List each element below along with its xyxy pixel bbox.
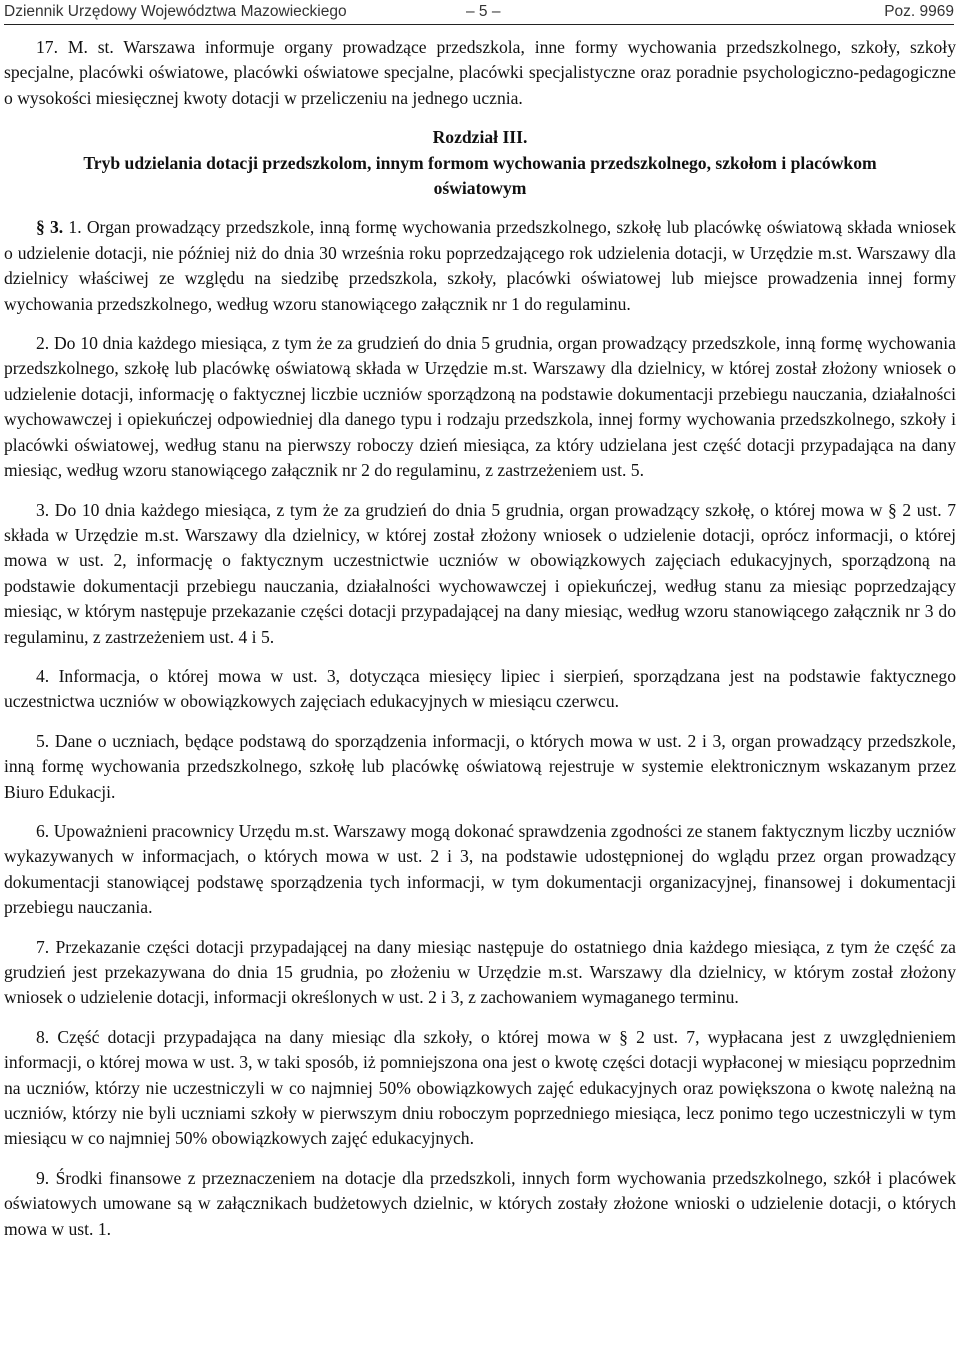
section-3-paragraph-3: 3. Do 10 dnia każdego miesiąca, z tym że za grudzień do dnia 5 grudnia, organ prowadzący szkołę, o której mowa w § 2 ust. 7 składa w Urzędzie m.st. Warszawy dla dzielnicy, w której został złożony wniosek o udzielenie dotacji, oprócz informacji, o której mowa w ust. 2, informację o faktycznym uczestnictwie uczniów w obowiązkowych zajęciach edukacyjnych, sporządzoną na podstawie dokumentacji przebiegu nauczania, działalności wychowawczej i opiekuńczej, według stanu za miesiąc poprzedzający miesiąc, w którym następuje przekazanie części dotacji przypadającej na dany miesiąc, według wzoru stanowiącego załącznik nr 3 do regulaminu, z zastrzeżeniem ust. 4 i 5. — [4, 499, 956, 647]
section-label: § 3. — [36, 217, 64, 238]
section-3-paragraph-1: § 3. 1. Organ prowadzący przedszkole, inną formę wychowania przedszkolnego, szkołę lub placówkę oświatową składa wniosek o udzielenie dotacji, nie później niż do dnia 30 września roku poprzedzającego rok udzielenia dotacji, w Urzędzie m.st. Warszawy dla dzielnicy właściwej ze względu na siedzibę przedszkola, szkoły, placówki oświatowej lub miejsce prowadzenia innej formy wychowania przedszkolnego, według wzoru stanowiącego załącznik nr 1 do regulaminu. — [4, 217, 957, 314]
document-body — [4, 35, 956, 1242]
section-3-paragraph-6: 6. Upoważnieni pracownicy Urzędu m.st. Warszawy mogą dokonać sprawdzenia zgodności ze stanem faktycznym liczby uczniów wykazywanych w informacjach, o których mowa w ust. 2 i 3, na podstawie udostępnionej do wglądu przez organ prowadzący dokumentacji stanowiącej podstawę sporządzenia tych informacji, w tym dokumentacji organizacyjnej, finansowej i dokumentacji przebiegu nauczania. — [4, 820, 956, 918]
section-3-paragraph-8: 8. Część dotacji przypadająca na dany miesiąc dla szkoły, o której mowa w § 2 ust. 7, wypłacana jest z uwzględnieniem informacji, o której mowa w ust. 3, w taki sposób, iż pomniejszona ona jest o kwotę części dotacji wypłaconej w miesiącu poprzednim na uczniów, którzy nie uczestniczyli w co najmniej 50% obowiązkowych zajęć edukacyjnych oraz powiększona o kwotę należną na uczniów, którzy nie byli uczniami szkoły w pierwszym dniu roboczym poprzedniego miesiąca, lecz ponimo tego uczestniczyli w tym miesiącu w co najmniej 50% obowiązkowych zajęć edukacyjnych. — [4, 1026, 956, 1149]
section-3-paragraph-7: 7. Przekazanie części dotacji przypadającej na dany miesiąc następuje do ostatniego dnia każdego miesiąca, z tym że część za grudzień jest przekazywana do dnia 15 grudnia, po złożeniu w Urzędzie m.st. Warszawy dla dzielnicy, w którym został złożony wniosek o udzielenie dotacji, informacji określonych w ust. 2 i 3, z zachowaniem wymaganego terminu. — [4, 936, 956, 1008]
paragraph-17: 17. M. st. Warszawa informuje organy prowadzące przedszkola, inne formy wychowania przedszkolnego, szkoły, szkoły specjalne, placówki oświatowe, placówki oświatowe specjalne, placówki specjalistyczne oraz poradnie psychologiczno-pedagogiczne o wysokości miesięcznej kwoty dotacji w przeliczeniu na jednego ucznia. — [4, 37, 956, 108]
journal-title: Dziennik Urzędowy Województwa Mazowieckiego — [4, 3, 347, 20]
page-header — [4, 0, 954, 25]
chapter-number: Rozdział III. — [432, 127, 528, 148]
section-3-paragraph-2: 2. Do 10 dnia każdego miesiąca, z tym że za grudzień do dnia 5 grudnia, organ prowadzący przedszkole, inną formę wychowania przedszkolnego, szkołę lub placówkę oświatową składa w Urzędzie m.st. Warszawy dla dzielnicy, w której został złożony wniosek o udzielenie dotacji, informację o faktycznej liczbie uczniów sporządzoną na podstawie dokumentacji przebiegu nauczania, działalności wychowawczej i opiekuńczej odpowiedniej dla danego typu i rodzaju przedszkola, innej formy wychowania przedszkolnego, szkoły i placówki oświatowej, według stanu na pierwszy roboczy dzień miesiąca, za który udzielana jest część dotacji przypadająca na dany miesiąc, według wzoru stanowiącego załącznik nr 2 do regulaminu, z zastrzeżeniem ust. 5. — [4, 333, 956, 481]
section-3-paragraph-4: 4. Informacja, o której mowa w ust. 3, dotycząca miesięcy lipiec i sierpień, sporządzana jest na podstawie faktycznego uczestnictwa uczniów w obowiązkowych zajęciach edukacyjnych w miesiącu czerwcu. — [4, 665, 956, 712]
section-3-paragraph-5: 5. Dane o uczniach, będące podstawą do sporządzenia informacji, o których mowa w ust. 2 i 3, organ prowadzący przedszkole, inną formę wychowania przedszkolnego, szkołę lub placówkę oświatową rejestruje w systemie elektronicznym wskazanym przez Biuro Edukacji. — [4, 730, 956, 802]
position-number: Poz. 9969 — [884, 3, 954, 20]
section-3-paragraph-9: 9. Środki finansowe z przeznaczeniem na dotacje dla przedszkoli, innych form wychowania przedszkolnego, szkół i placówek oświatowych umowane są w załącznikach budżetowych dzielnic, w których zostały złożone wnioski o udzielenie dotacji, o których mowa w ust. 1. — [4, 1167, 956, 1239]
chapter-title: Tryb udzielania dotacji przedszkolom, innym formom wychowania przedszkolnego, szkołom i placówkom oświatowym — [83, 152, 877, 199]
page-number: – 5 – — [466, 3, 501, 20]
